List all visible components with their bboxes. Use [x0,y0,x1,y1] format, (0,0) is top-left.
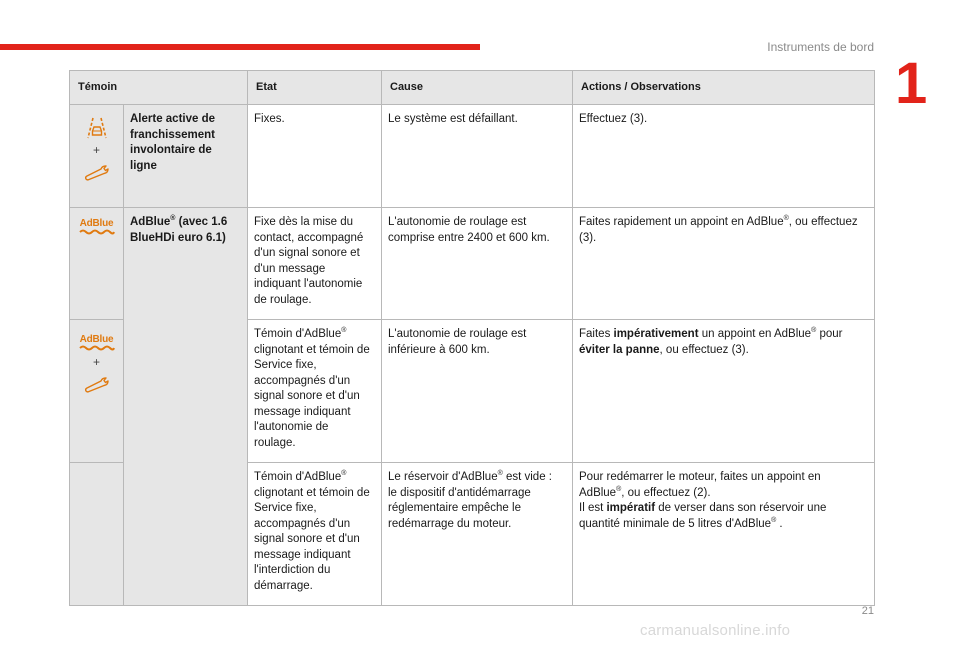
plus-sign: + [92,143,100,157]
table-row [70,208,875,320]
row-icons [70,320,124,463]
adblue-icon: AdBlue [78,334,116,351]
cause-cell: Le système est défaillant. [382,105,573,208]
row-label: Alerte active de franchissement involontaire de ligne [124,105,248,208]
table-header-row [70,71,875,105]
service-wrench-icon [83,377,111,393]
lane-departure-warning-icon [84,117,110,139]
warning-lights-table [69,70,875,606]
plus-sign: + [92,355,100,369]
adblue-icon: AdBlue [78,218,116,235]
table-row [70,105,875,208]
row-label: AdBlue® (avec 1.6 BlueHDi euro 6.1) [124,208,248,606]
page-number: 21 [861,605,874,617]
chapter-number: 1 [895,51,928,116]
action-cell: Effectuez (3). [573,105,875,208]
column-header-etat: Etat [248,71,382,105]
cause-cell: L'autonomie de roulage est comprise entre 2400 et 600 km. [382,208,573,320]
row-icons [70,208,124,320]
column-header-actions: Actions / Observations [573,71,875,105]
action-cell: Pour redémarrer le moteur, faites un appoint en AdBlue®, ou effectuez (2). Il est impératif de verser dans son réservoir une quantité minimale de 5 litres d'AdBlue® . [573,463,875,606]
cause-cell: L'autonomie de roulage est inférieure à 600 km. [382,320,573,463]
cause-cell: Le réservoir d'AdBlue® est vide : le dispositif d'antidémarrage réglementaire empêche le redémarrage du moteur. [382,463,573,606]
column-header-cause: Cause [382,71,573,105]
etat-cell: Fixes. [248,105,382,208]
watermark: carmanualsonline.info [640,622,791,639]
row-icons [70,105,124,208]
service-wrench-icon [83,165,111,181]
column-header-temoin: Témoin [70,71,248,105]
row-icons-empty [70,463,124,606]
etat-cell: Témoin d'AdBlue® clignotant et témoin de Service fixe, accompagnés d'un signal sonore et d'un message indiquant l'interdiction du démarrage. [248,463,382,606]
header-accent-bar [0,44,480,50]
action-cell: Faites impérativement un appoint en AdBlue® pour éviter la panne, ou effectuez (3). [573,320,875,463]
section-title: Instruments de bord [767,40,874,54]
etat-cell: Témoin d'AdBlue® clignotant et témoin de Service fixe, accompagnés d'un signal sonore et d'un message indiquant l'autonomie de roulage. [248,320,382,463]
etat-cell: Fixe dès la mise du contact, accompagné d'un signal sonore et d'un message indiquant l'autonomie de roulage. [248,208,382,320]
action-cell: Faites rapidement un appoint en AdBlue®, ou effectuez (3). [573,208,875,320]
